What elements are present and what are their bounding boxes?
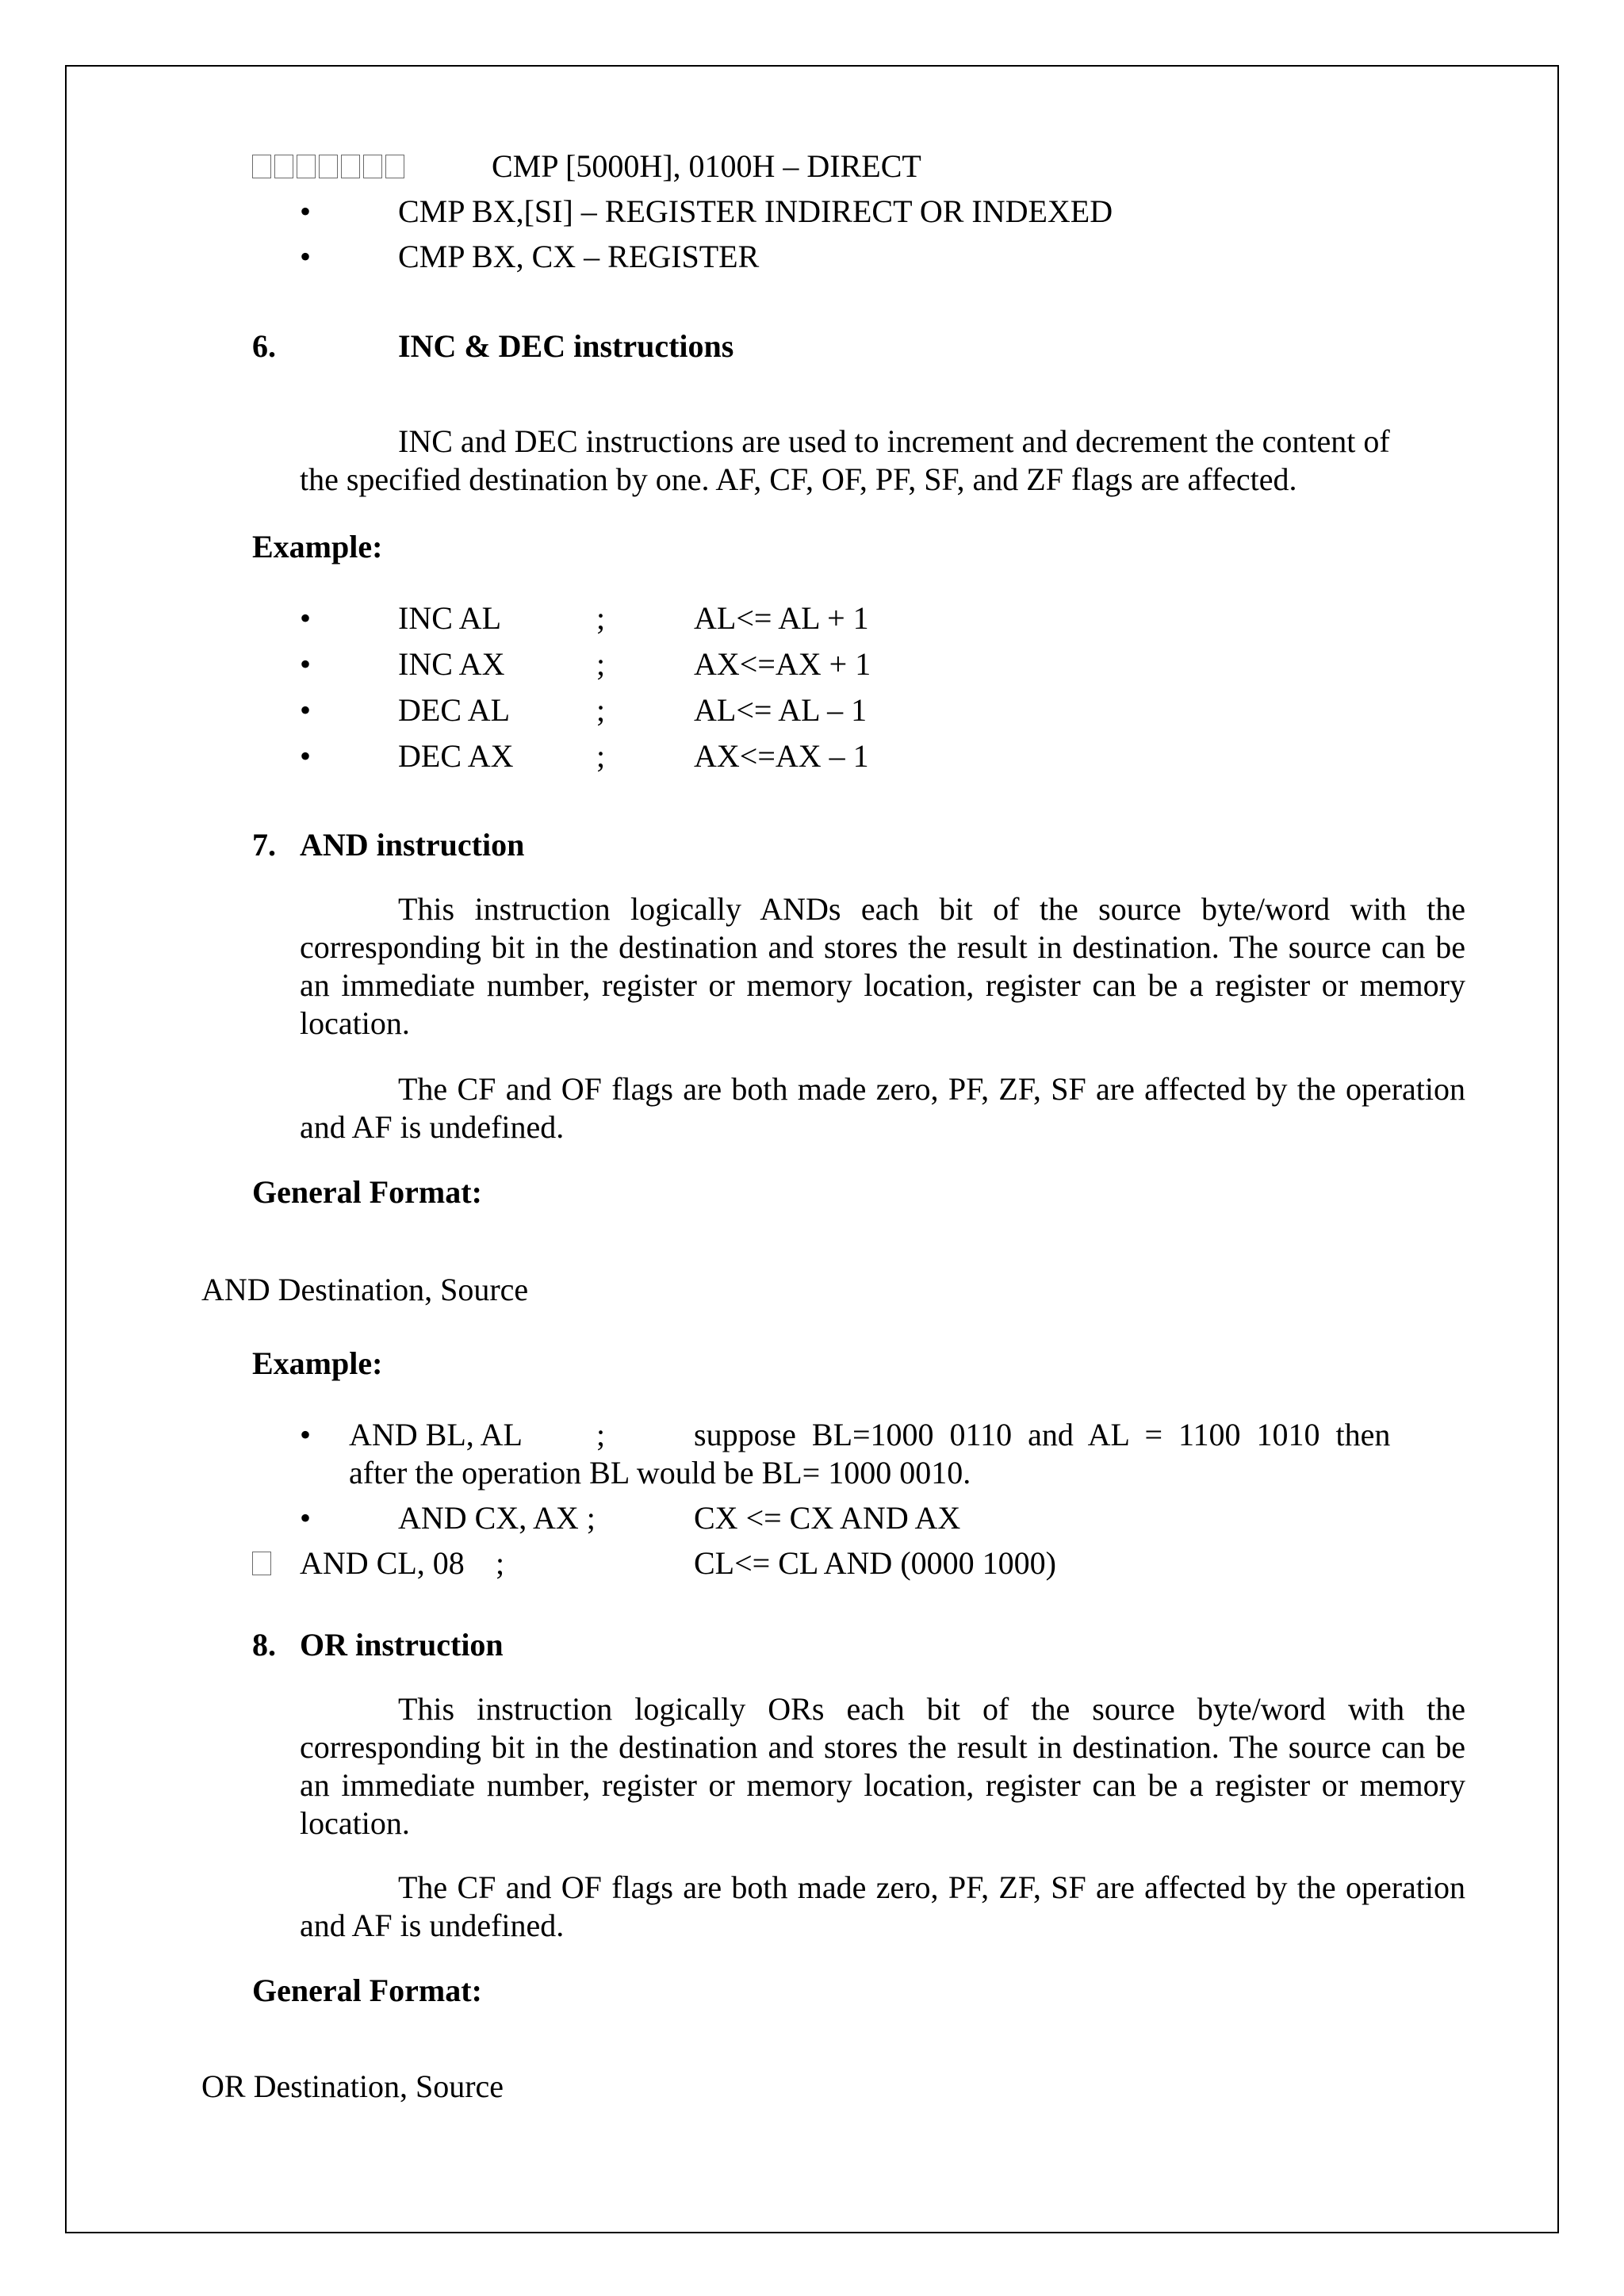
cmp-register-example: CMP BX, CX – REGISTER [398, 239, 760, 274]
section-8-paragraph-1: This instruction logically ORs each bit of the source byte/word with the corresponding bit in the destination and stores the result in destination. The source can be an immediate number, register or memory location, register can be a register or memory location. [300, 1691, 1465, 1841]
section-6-paragraph-line1: INC and DEC instructions are used to increment and decrement the content of [398, 423, 1390, 459]
and-example-1-continuation: after the operation BL would be BL= 1000 0010. [349, 1455, 971, 1490]
inc-dec-effect: AX<=AX + 1 [694, 646, 871, 682]
and-example-2-instruction: AND CX, AX ; [398, 1500, 596, 1536]
and-example-2-effect: CX <= CX AND AX [694, 1500, 961, 1536]
bullet: • [299, 239, 311, 274]
bullet: • [299, 646, 311, 682]
section-6-paragraph-line2: the specified destination by one. AF, CF, OF, PF, SF, and ZF flags are affected. [300, 461, 1297, 497]
section-8-paragraph-2: The CF and OF flags are both made zero, PF, ZF, SF are affected by the operation and AF is undefined. [300, 1869, 1465, 1943]
bullet: • [299, 193, 311, 229]
inc-dec-instruction: INC AX [398, 646, 505, 682]
inc-dec-effect: AL<= AL + 1 [694, 600, 869, 636]
or-general-format: OR Destination, Source [201, 2068, 504, 2104]
inc-dec-instruction: DEC AL [398, 692, 511, 728]
section-7-title: AND instruction [300, 827, 525, 863]
section-6-example-heading: Example: [252, 529, 383, 564]
inc-dec-separator: ; [596, 646, 606, 682]
inc-dec-separator: ; [596, 692, 606, 728]
inc-dec-separator: ; [596, 738, 606, 774]
inc-dec-separator: ; [596, 600, 606, 636]
inc-dec-effect: AL<= AL – 1 [694, 692, 868, 728]
section-6-number: 6. [252, 328, 276, 364]
section-8-number: 8. [252, 1627, 276, 1663]
section-7-format-heading: General Format: [252, 1174, 482, 1210]
cmp-register-indirect-example: CMP BX,[SI] – REGISTER INDIRECT OR INDEXED [398, 193, 1113, 229]
missing-glyph-box [252, 1544, 274, 1582]
and-general-format: AND Destination, Source [201, 1272, 529, 1307]
and-example-1-instruction: AND BL, AL [349, 1417, 523, 1452]
section-6-title: INC & DEC instructions [398, 328, 734, 364]
section-8-title: OR instruction [300, 1627, 504, 1663]
bullet: • [299, 1417, 311, 1452]
inc-dec-instruction: INC AL [398, 600, 501, 636]
and-example-3-separator: ; [496, 1545, 505, 1581]
and-example-3-effect: CL<= CL AND (0000 1000) [694, 1545, 1056, 1581]
bullet: • [299, 1500, 311, 1536]
inc-dec-effect: AX<=AX – 1 [694, 738, 869, 774]
section-7-number: 7. [252, 827, 276, 863]
and-example-1-separator: ; [596, 1417, 606, 1452]
inc-dec-instruction: DEC AX [398, 738, 514, 774]
bullet: • [299, 692, 311, 728]
section-7-paragraph-1: This instruction logically ANDs each bit of the source byte/word with the corresponding bit in the destination and stores the result in destination. The source can be an immediate number, register or memory location, register can be a register or memory location. [300, 891, 1465, 1041]
and-example-3-instruction: AND CL, 08 [300, 1545, 465, 1581]
section-7-example-heading: Example: [252, 1345, 383, 1381]
cmp-direct-example: CMP [5000H], 0100H – DIRECT [492, 148, 921, 184]
and-example-1-effect: suppose BL=1000 0110 and AL = 1100 1010 then [694, 1417, 1391, 1452]
bullet: • [299, 738, 311, 774]
missing-glyph-boxes [252, 147, 408, 186]
section-7-paragraph-2: The CF and OF flags are both made zero, PF, ZF, SF are affected by the operation and AF is undefined. [300, 1071, 1465, 1145]
bullet: • [299, 600, 311, 636]
section-8-format-heading: General Format: [252, 1973, 482, 2008]
